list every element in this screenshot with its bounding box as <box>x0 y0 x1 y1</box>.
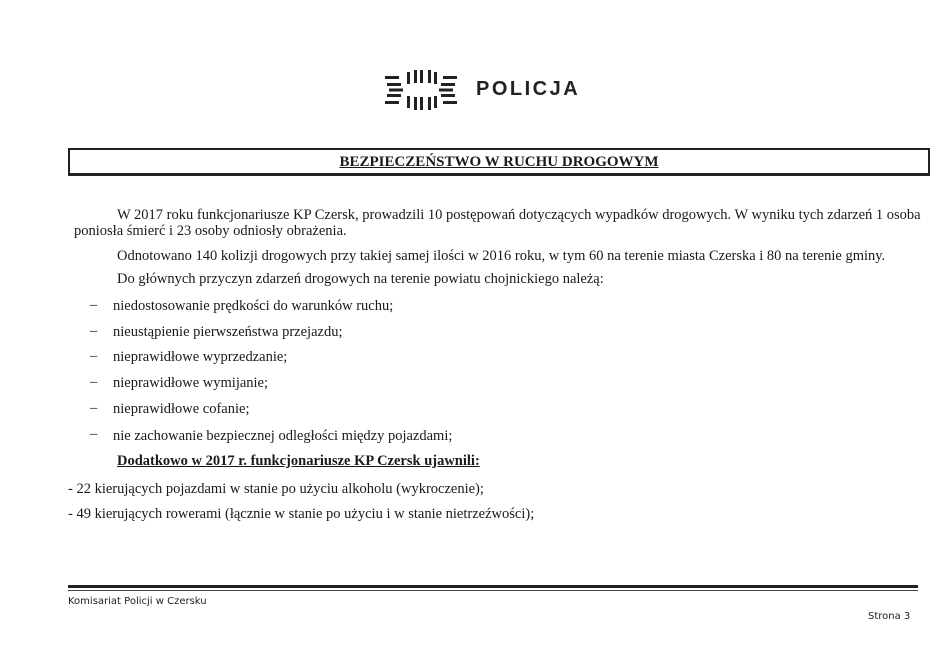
paragraph-1-line-1: W 2017 roku funkcjonariusze KP Czersk, prowadzili 10 postępowań dotyczących wypadków drogowych. W wyniku tych zdarzeń 1 osoba <box>117 207 921 223</box>
list-item <box>90 373 97 391</box>
bullet-dash: – <box>90 400 98 416</box>
footer-office: Komisariat Policji w Czersku <box>68 596 207 607</box>
paragraph-2: Odnotowano 140 kolizji drogowych przy takiej samej ilości w 2016 roku, w tym 60 na terenie miasta Czerska i 80 na terenie gminy. <box>117 248 886 264</box>
additional-item: - 22 kierujących pojazdami w stanie po użyciu alkoholu (wykroczenie); <box>68 481 484 497</box>
list-item <box>90 322 97 340</box>
cause-item: nieprawidłowe wymijanie; <box>113 375 269 391</box>
list-item <box>90 425 97 443</box>
cause-item: nieustąpienie pierwszeństwa przejazdu; <box>113 324 343 340</box>
additional-item: - 49 kierujących rowerami (łącznie w stanie po użyciu i w stanie nietrzeźwości); <box>68 506 535 522</box>
additional-heading: Dodatkowo w 2017 r. funkcjonariusze KP Czersk ujawnili: <box>117 453 480 469</box>
list-item <box>90 347 97 365</box>
cause-item: nieprawidłowe cofanie; <box>113 401 250 417</box>
bullet-dash: – <box>90 297 98 313</box>
bullet-dash: – <box>90 348 98 364</box>
logo-text: POLICJA <box>476 78 581 100</box>
policja-logo <box>383 70 623 110</box>
paragraph-1-line-2: poniosła śmierć i 23 osoby odniosły obrażenia. <box>74 223 347 239</box>
cause-item: nie zachowanie bezpiecznej odległości między pojazdami; <box>113 428 453 444</box>
paragraph-3: Do głównych przyczyn zdarzeń drogowych na terenie powiatu chojnickiego należą: <box>117 271 604 287</box>
footer-rule-thin <box>68 590 918 591</box>
bullet-dash: – <box>90 323 98 339</box>
cause-item: nieprawidłowe wyprzedzanie; <box>113 349 288 365</box>
footer-rule <box>68 585 918 588</box>
section-title-box <box>68 148 930 176</box>
list-item <box>90 296 97 314</box>
page-number: Strona 3 <box>868 611 911 622</box>
police-star-icon <box>383 70 459 110</box>
cause-item: niedostosowanie prędkości do warunków ruchu; <box>113 298 394 314</box>
bullet-dash: – <box>90 374 98 390</box>
section-title: BEZPIECZEŃSTWO W RUCHU DROGOWYM <box>339 154 659 170</box>
list-item <box>90 399 97 417</box>
bullet-dash: – <box>90 426 98 442</box>
